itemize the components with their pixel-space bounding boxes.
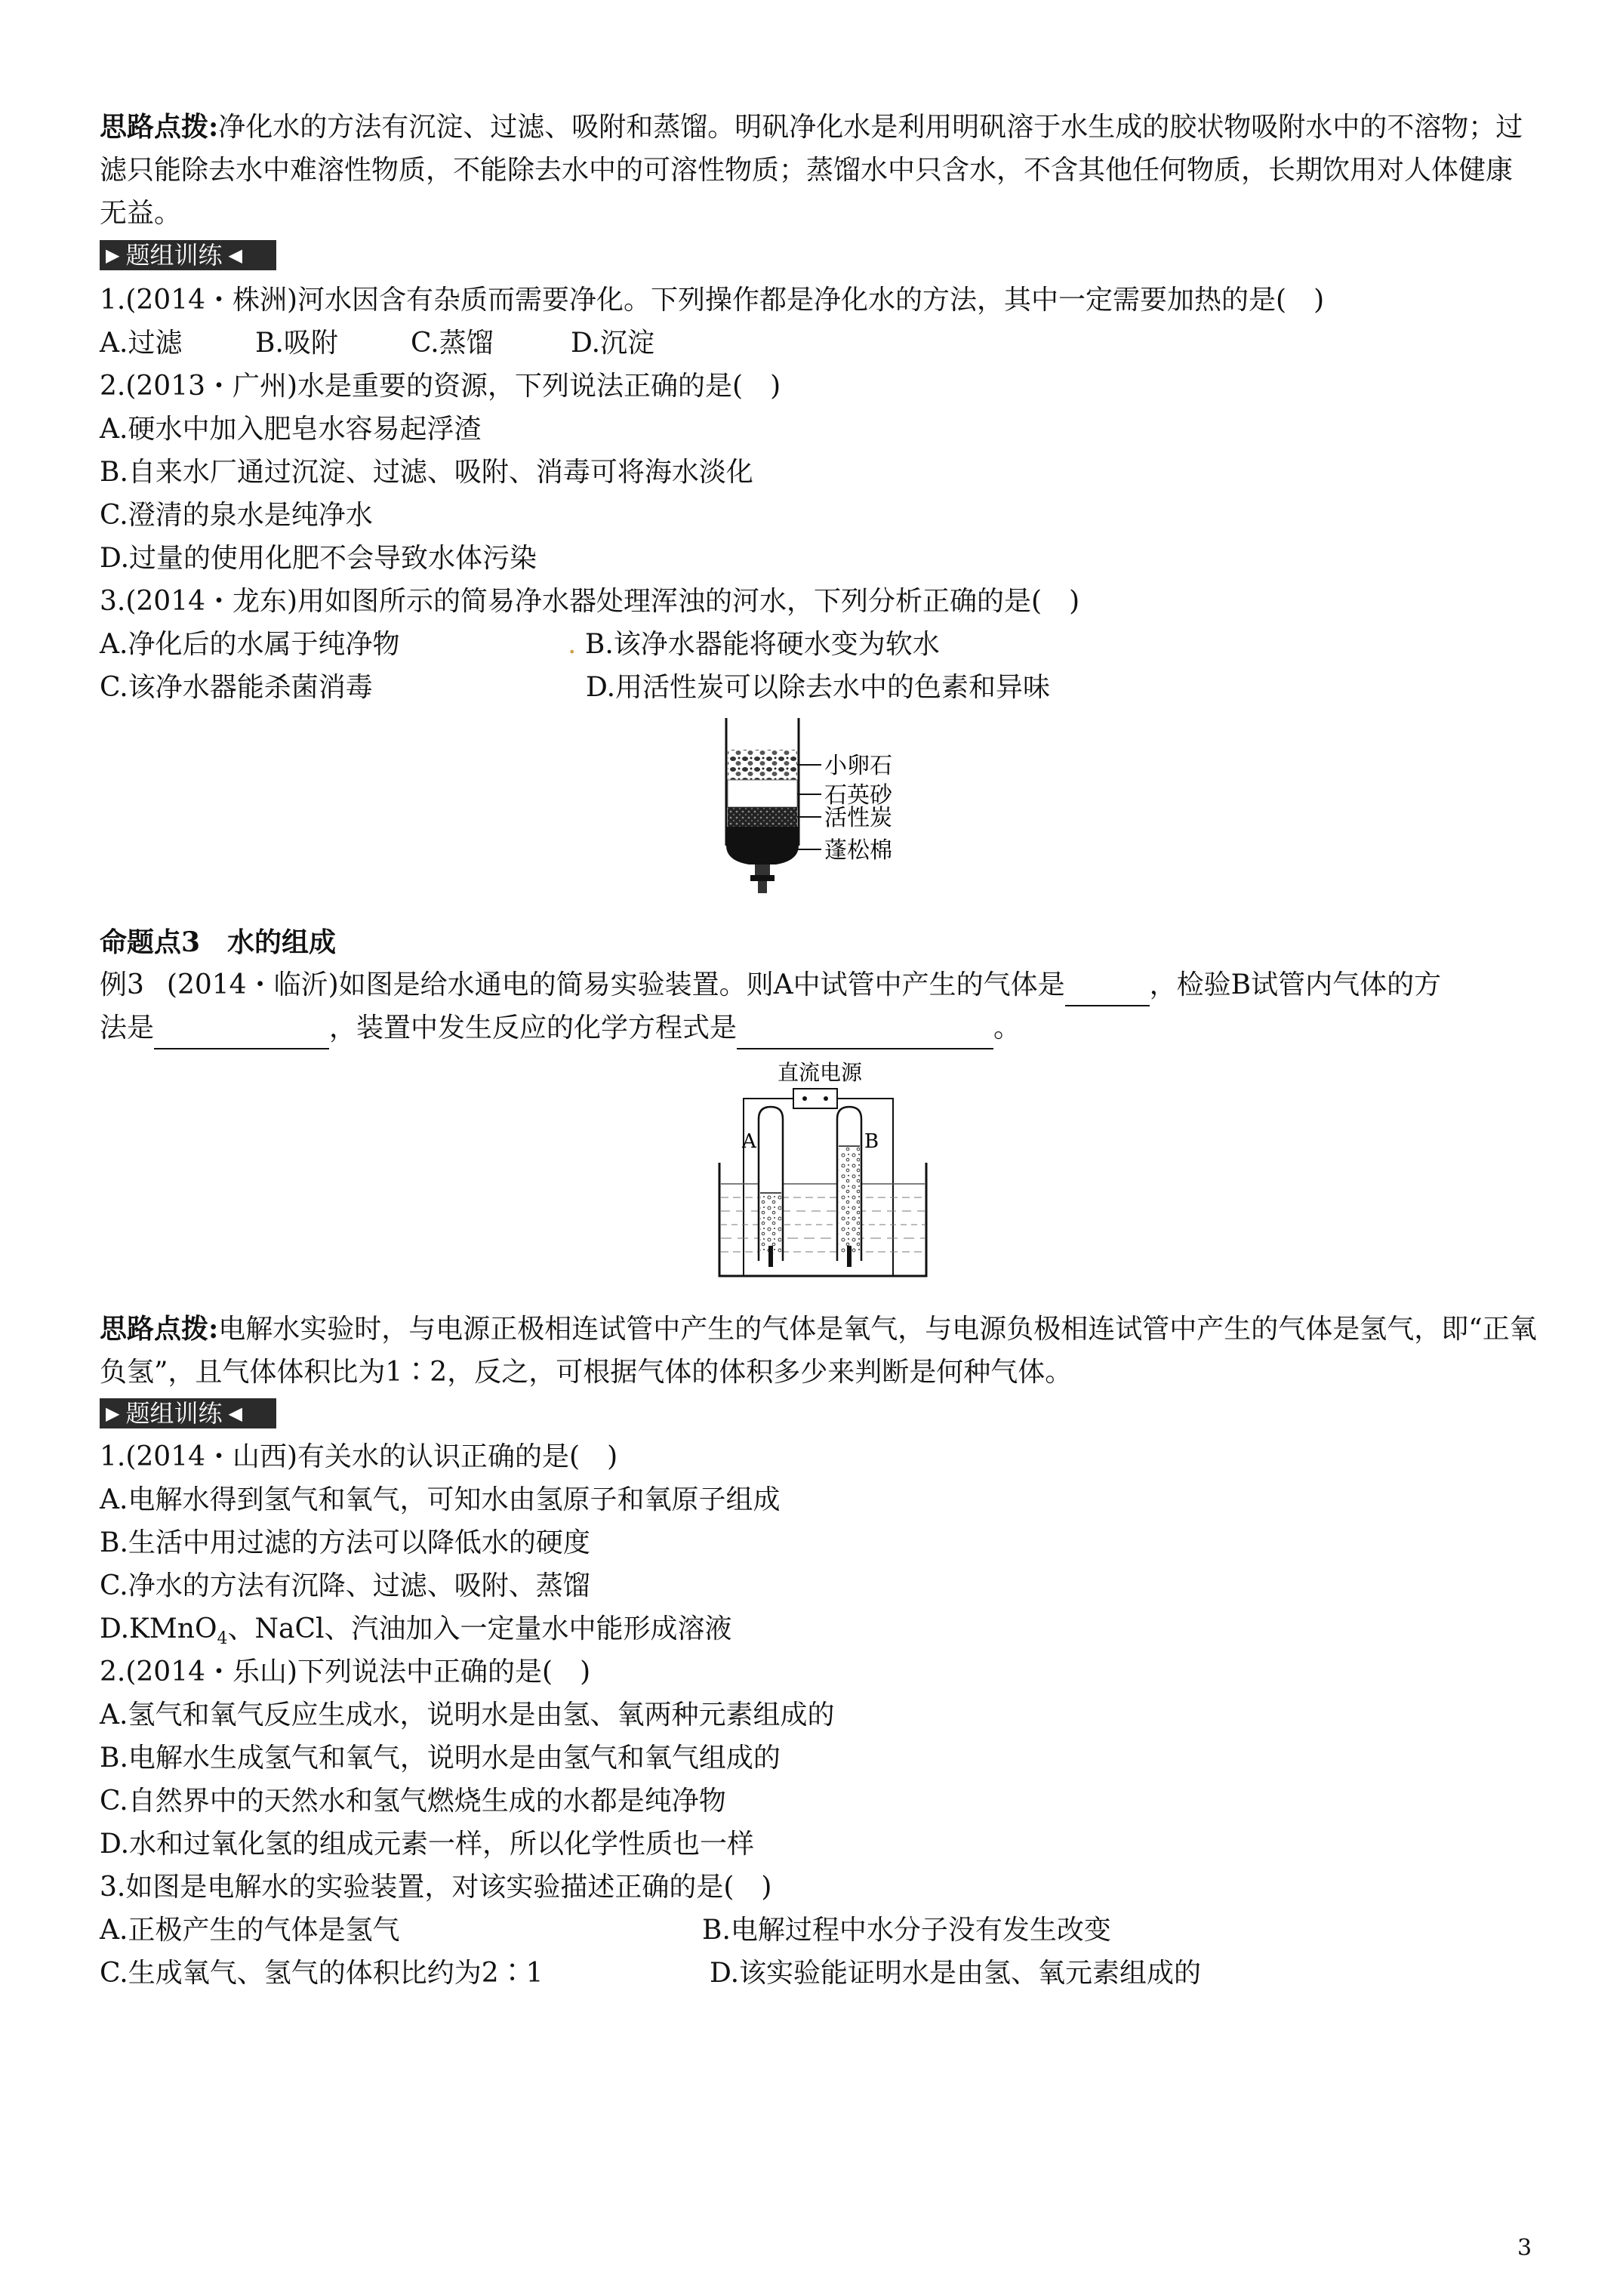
carbon-layer: [728, 807, 797, 827]
option-b: . B.该净水器能将硬水变为软水: [568, 629, 940, 660]
example-text: ，装置中发生反应的化学方程式是: [329, 1012, 738, 1043]
example-line-2: [100, 1007, 1021, 1049]
hint-paragraph-1: [100, 106, 1538, 235]
option-d: D.水和过氧化氢的组成元素一样，所以化学性质也一样: [100, 1829, 755, 1860]
option-c: C.净水的方法有沉降、过滤、吸附、蒸馏: [100, 1570, 590, 1601]
option-c: C.蒸馏: [411, 328, 494, 359]
option-c: C.澄清的泉水是纯净水: [100, 500, 373, 531]
question-stem: 3.如图是电解水的实验装置，对该实验描述正确的是( ): [100, 1872, 772, 1903]
filter-label: 蓬松棉: [824, 837, 892, 864]
option-a: A.净化后的水属于纯净物: [100, 629, 400, 660]
example-source: (2014・临沂): [166, 969, 339, 1000]
option-d: D.过量的使用化肥不会导致水体污染: [100, 543, 537, 574]
option-b: B.电解水生成氢气和氧气，说明水是由氢气和氧气组成的: [100, 1743, 781, 1774]
answer-blank: [737, 1019, 993, 1049]
example-text: 法是: [100, 1012, 155, 1043]
banner-label: 题组训练: [125, 1399, 223, 1428]
question-stem: 1.(2014・山西)有关水的认识正确的是( ): [100, 1441, 618, 1472]
example-text: ，检验B试管内气体的方: [1149, 969, 1442, 1000]
option-d: D.该实验能证明水是由氢、氧元素组成的: [710, 1958, 1202, 1989]
example-label: 例3: [100, 969, 144, 1000]
hint-label: 思路点拨:: [100, 111, 219, 143]
option-d: D.用活性炭可以除去水中的色素和异味: [586, 672, 1051, 703]
question-stem: 2.(2014・乐山)下列说法中正确的是( ): [100, 1657, 591, 1687]
power-supply: [793, 1089, 837, 1108]
option-b: B.吸附: [255, 328, 338, 359]
hint-text: 净化水的方法有沉淀、过滤、吸附和蒸馏。明矾净化水是利用明矾溶于水生成的胶状物吸附水中的不溶物；过滤只能除去水中难溶性物质，不能除去水中的可溶性物质；蒸馏水中只含水，不含其他任何物质，长期饮用对人体健康无益。: [100, 112, 1523, 229]
option-c: C.生成氧气、氢气的体积比约为2∶1: [100, 1958, 544, 1989]
pebble-layer: [728, 750, 797, 780]
question-stem: 3.(2014・龙东)用如图所示的简易净水器处理浑浊的河水，下列分析正确的是( ): [100, 586, 1080, 617]
play-right-icon: ▶: [106, 245, 120, 266]
water-filter-figure: [717, 713, 921, 910]
example-text: 。: [993, 1012, 1021, 1043]
example-line-1: [100, 964, 1441, 1006]
hint-paragraph-2: [100, 1308, 1538, 1394]
hint-text: 电解水实验时，与电源正极相连试管中产生的气体是氧气，与电源负极相连试管中产生的气体是氢气，即“正氧负氢”，且气体体积比为1∶2，反之，可根据气体的体积多少来判断是何种气体。: [100, 1314, 1537, 1388]
play-left-icon: ◀: [228, 1403, 242, 1424]
answer-blank: [154, 1019, 329, 1049]
option-b: B.自来水厂通过沉淀、过滤、吸附、消毒可将海水淡化: [100, 457, 753, 488]
option-b: B.生活中用过滤的方法可以降低水的硬度: [100, 1527, 590, 1558]
option-d: D.KMnO$_4$、NaCl、汽油加入一定量水中能形成溶液: [100, 1613, 732, 1649]
exercise-group-banner: [100, 240, 276, 270]
option-a: A.氢气和氧气反应生成水，说明水是由氢、氧两种元素组成的: [100, 1700, 835, 1730]
option-d: D.沉淀: [571, 328, 655, 359]
filter-label: 小卵石: [824, 753, 892, 779]
play-right-icon: ▶: [106, 1403, 120, 1424]
play-left-icon: ◀: [228, 245, 242, 266]
option-a: A.硬水中加入肥皂水容易起浮渣: [100, 414, 482, 445]
filter-label: 石英砂: [824, 782, 892, 809]
question-stem: 2.(2013・广州)水是重要的资源，下列说法正确的是( ): [100, 371, 781, 402]
option-c: C.自然界中的天然水和氢气燃烧生成的水都是纯净物: [100, 1786, 726, 1817]
option-c: C.该净水器能杀菌消毒: [100, 672, 373, 703]
tube-a-label: A: [742, 1130, 756, 1153]
filter-label: 活性炭: [824, 805, 892, 831]
tube-b-label: B: [864, 1130, 879, 1153]
option-row: [100, 322, 655, 365]
option-a: A.过滤: [100, 328, 183, 359]
answer-blank: [1065, 976, 1150, 1006]
option-a: A.正极产生的气体是氢气: [100, 1915, 400, 1946]
option-b: B.电解过程中水分子没有发生改变: [702, 1915, 1111, 1946]
exercise-group-banner: [100, 1398, 276, 1428]
banner-label: 题组训练: [125, 241, 223, 270]
electrolysis-figure: [713, 1057, 932, 1284]
cotton-layer: [726, 827, 799, 864]
section-title: 命题点3 水的组成: [100, 926, 337, 958]
power-label: 直流电源: [778, 1060, 863, 1085]
page-number: 3: [1517, 2235, 1532, 2261]
question-stem: 1.(2014・株洲)河水因含有杂质而需要净化。下列操作都是净化水的方法，其中一定需要加热的是( ): [100, 285, 1325, 316]
example-text: 如图是给水通电的简易实验装置。则A中试管中产生的气体是: [338, 969, 1065, 1000]
sand-layer: [728, 780, 797, 807]
hint-label: 思路点拨:: [100, 1313, 219, 1345]
option-a: A.电解水得到氢气和氧气，可知水由氢原子和氧原子组成: [100, 1484, 781, 1515]
